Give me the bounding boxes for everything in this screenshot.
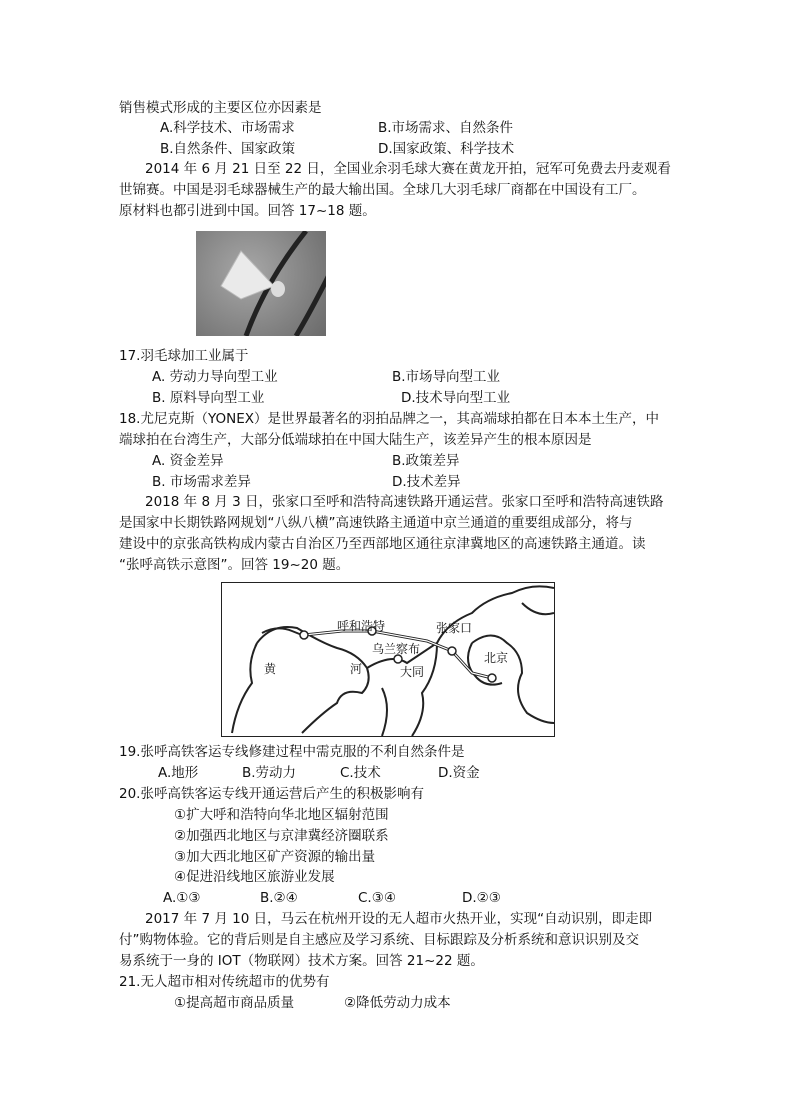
q20-option-c: C.③④ xyxy=(358,890,396,906)
option-c: B.自然条件、国家政策 xyxy=(160,141,296,157)
q20-option-d: D.②③ xyxy=(462,890,501,906)
q20-item-2: ②加强西北地区与京津冀经济圈联系 xyxy=(174,828,389,844)
map-label-he: 河 xyxy=(350,662,363,676)
passage-line: “张呼高铁示意图”。回答 19~20 题。 xyxy=(119,557,350,573)
passage-line: 世锦赛。中国是羽毛球器械生产的最大输出国。全球几大羽毛球厂商都在中国设有工厂。 xyxy=(119,182,646,198)
passage-line: 原材料也都引进到中国。回答 17~18 题。 xyxy=(119,203,376,219)
q18-option-a: A. 资金差异 xyxy=(152,453,224,469)
q20-item-4: ④促进沿线地区旅游业发展 xyxy=(174,869,335,885)
q17-option-c: B. 原料导向型工业 xyxy=(152,390,265,406)
q19-option-c: C.技术 xyxy=(340,765,381,781)
option-d: D.国家政策、科学技术 xyxy=(378,141,515,157)
map-label-datong: 大同 xyxy=(400,665,425,679)
map-label-ulanqab: 乌兰察布 xyxy=(372,642,421,656)
passage-line: 易系统于一身的 IOT（物联网）技术方案。回答 21~22 题。 xyxy=(119,953,484,969)
map-label-hohhot: 呼和浩特 xyxy=(337,619,386,633)
question-20-stem: 20.张呼高铁客运专线开通运营后产生的积极影响有 xyxy=(119,786,424,802)
shuttlecock-racket-icon xyxy=(196,231,326,336)
question-stem: 销售模式形成的主要区位亦因素是 xyxy=(119,100,322,116)
q18-option-c: B. 市场需求差异 xyxy=(152,474,251,490)
passage-line: 2014 年 6 月 21 日至 22 日，全国业余羽毛球大赛在黄龙开拍，冠军可免费去丹麦观看 xyxy=(145,161,671,177)
q18-option-b: B.政策差异 xyxy=(392,453,460,469)
q21-item-1: ①提高超市商品质量 xyxy=(174,995,295,1011)
q21-item-2: ②降低劳动力成本 xyxy=(344,995,451,1011)
question-21-stem: 21.无人超市相对传统超市的优势有 xyxy=(119,974,330,990)
passage-line: 付”购物体验。它的背后则是自主感应及学习系统、目标跟踪及分析系统和意识识别及交 xyxy=(119,932,639,948)
q18-option-d: D.技术差异 xyxy=(392,474,461,490)
question-18-stem: 18.尤尼克斯（YONEX）是世界最著名的羽拍品牌之一，其高端球拍都在日本本土生产，中 xyxy=(119,411,659,427)
q19-option-d: D.资金 xyxy=(438,765,480,781)
zhanghu-railway-map xyxy=(221,582,555,737)
passage-line: 2018 年 8 月 3 日，张家口至呼和浩特高速铁路开通运营。张家口至呼和浩特高速铁路 xyxy=(145,494,664,510)
q17-option-a: A. 劳动力导向型工业 xyxy=(152,369,278,385)
map-label-huang: 黄 xyxy=(264,662,277,676)
question-17-stem: 17.羽毛球加工业属于 xyxy=(119,348,249,364)
badminton-photo xyxy=(196,231,326,336)
map-label-beijing: 北京 xyxy=(484,651,509,665)
question-19-stem: 19.张呼高铁客运专线修建过程中需克服的不利自然条件是 xyxy=(119,744,465,760)
map-label-zhangjiakou: 张家口 xyxy=(436,621,473,635)
q20-item-3: ③加大西北地区矿产资源的输出量 xyxy=(174,849,376,865)
q20-item-1: ①扩大呼和浩特向华北地区辐射范围 xyxy=(174,807,389,823)
q19-option-b: B.劳动力 xyxy=(242,765,297,781)
question-18-stem: 端球拍在台湾生产，大部分低端球拍在中国大陆生产，该差异产生的根本原因是 xyxy=(119,432,592,448)
option-a: A.科学技术、市场需求 xyxy=(160,120,295,136)
q17-option-b: B.市场导向型工业 xyxy=(392,369,501,385)
q19-option-a: A.地形 xyxy=(158,765,199,781)
option-b: B.市场需求、自然条件 xyxy=(378,120,514,136)
q20-option-a: A.①③ xyxy=(163,890,201,906)
passage-line: 是国家中长期铁路网规划“八纵八横”高速铁路主通道中京兰通道的重要组成部分，将与 xyxy=(119,515,633,531)
passage-line: 建设中的京张高铁构成内蒙古自治区乃至西部地区通往京津冀地区的高速铁路主通道。读 xyxy=(119,536,646,552)
q20-option-b: B.②④ xyxy=(260,890,298,906)
q17-option-d: D.技术导向型工业 xyxy=(401,390,511,406)
passage-line: 2017 年 7 月 10 日，马云在杭州开设的无人超市火热开业，实现“自动识别，即走即 xyxy=(145,911,653,927)
